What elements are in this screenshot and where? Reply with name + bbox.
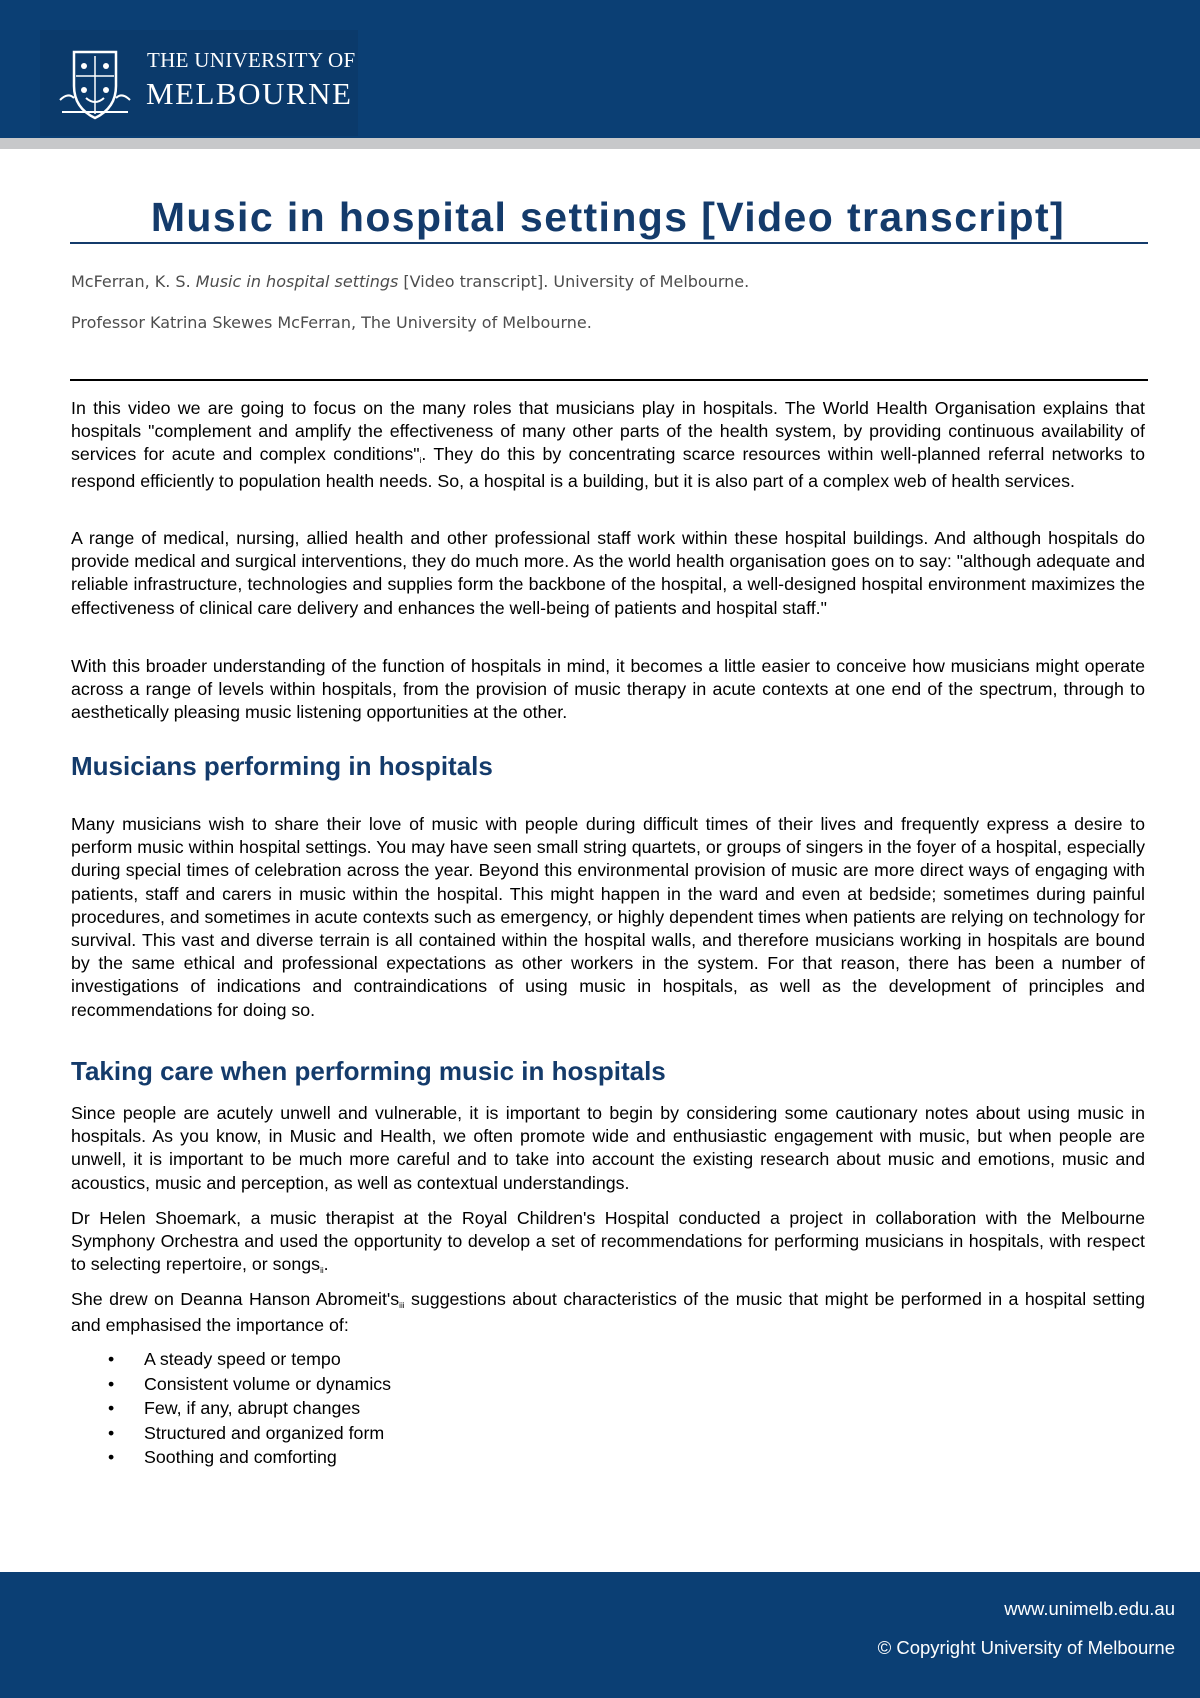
intro-p1-text: In this video we are going to focus on the many roles that musicians play in hospitals. The World Health Organisation explains that hospitals "complement and amplify the effectiveness of many other parts of the health system, by providing continuous availability of services for acute and complex conditions" (71, 398, 1145, 465)
university-crest-icon (56, 46, 134, 122)
list-item-text: Soothing and comforting (144, 1447, 337, 1468)
intro-paragraph-1 (71, 397, 1145, 493)
footer-band (0, 1572, 1200, 1698)
footnote-ref-ii[interactable]: ii (320, 1266, 324, 1276)
list-item (100, 1396, 391, 1421)
bullet-icon: • (108, 1373, 115, 1394)
footnote-ref-iii[interactable]: iii (399, 1301, 405, 1310)
list-item-text: Consistent volume or dynamics (144, 1373, 392, 1394)
intro-paragraph-2: A range of medical, nursing, allied health and other professional staff work within these hospital buildings. And although hospitals do provide medical and surgical interventions, they do much more. As the world health organisation goes on to say: "although adequate and reliable infrastructure, technologies and supplies form the backbone of the hospital, a well-designed hospital environment maximizes the effectiveness of clinical care delivery and enhances the well-being of patients and hospital staff." (71, 528, 1145, 618)
bullet-icon: • (108, 1422, 115, 1443)
list-item (100, 1372, 391, 1397)
list-item (100, 1445, 391, 1470)
bullet-icon: • (108, 1349, 115, 1369)
section2-paragraph-1: Since people are acutely unwell and vulnerable, it is important to begin by considering some cautionary notes about using music in hospitals. As you know, in Music and Health, we often promote wide and enthusiastic engagement with music, but when people are unwell, it is important to be much more careful and to take into account the existing research about music and emotions, music and acoustics, music and perception, as well as contextual understandings. (71, 1103, 1145, 1193)
section2-p2-end: . (323, 1254, 329, 1275)
section2-p2-text: Dr Helen Shoemark, a music therapist at the Royal Children's Hospital conducted a project in collaboration with the Melbourne Symphony Orchestra and used the opportunity to develop a set of recommendations for performing musicians in hospitals, with respect to selecting repertoire, or songs (71, 1208, 1145, 1275)
section-heading-taking-care: Taking care when performing music in hospitals (71, 1056, 666, 1086)
section2-p3-text: She drew on Deanna Hanson Abromeit's (71, 1289, 400, 1309)
author-line: Professor Katrina Skewes McFerran, The University of Melbourne. (71, 313, 592, 332)
list-item (100, 1347, 391, 1372)
list-item-text: Structured and organized form (144, 1422, 385, 1443)
citation (71, 272, 749, 291)
footer-website-link[interactable]: www.unimelb.edu.au (1004, 1598, 1175, 1619)
logo-line2: MELBOURNE (146, 76, 353, 111)
bullet-icon: • (108, 1398, 115, 1419)
footer-copyright: © Copyright University of Melbourne (877, 1637, 1175, 1658)
section-heading-musicians-performing: Musicians performing in hospitals (71, 751, 493, 781)
list-item-text: Few, if any, abrupt changes (144, 1398, 361, 1419)
title-rule (70, 242, 1148, 244)
citation-prefix: McFerran, K. S. (71, 272, 196, 291)
intro-paragraph-3: With this broader understanding of the function of hospitals in mind, it becomes a little easier to conceive how musicians might operate across a range of levels within hospitals, from the provision of music therapy in acute contexts at one end of the spectrum, through to aesthetically pleasing music listening opportunities at the other. (71, 656, 1145, 723)
section1-paragraph: Many musicians wish to share their love of music with people during difficult times of their lives and frequently express a desire to perform music within hospital settings. You may have seen small string quartets, or groups of singers in the foyer of a hospital, especially during special times of celebration across the year. Beyond this environmental provision of music are more direct ways of engaging with patients, staff and carers in music within the hospital. This might happen in the ward and even at bedside; sometimes during painful procedures, and sometimes in acute contexts such as emergency, or highly dependent times when patients are relying on technology for survival. This vast and diverse terrain is all contained within the hospital walls, and therefore musicians working in hospitals are bound by the same ethical and professional expectations as other workers in the system. For that reason, there has been a number of investigations of indications and contraindications of using music in hospitals, as well as the development of principles and recommendations for doing so. (71, 814, 1145, 1020)
list-item (100, 1421, 391, 1446)
citation-title: Music in hospital settings (195, 272, 399, 291)
logo-line1: THE UNIVERSITY OF (147, 48, 356, 72)
bullet-icon: • (108, 1447, 115, 1468)
music-characteristics-list (100, 1347, 391, 1470)
footnote-ref-i[interactable]: i (419, 456, 422, 466)
header-rule (0, 138, 1200, 149)
list-item-text: A steady speed or tempo (144, 1349, 341, 1369)
section2-paragraph-3 (71, 1288, 1145, 1337)
body-rule (70, 379, 1148, 381)
citation-suffix: [Video transcript]. University of Melbourne. (398, 272, 750, 291)
section2-paragraph-2 (71, 1207, 1145, 1280)
university-logo[interactable] (40, 30, 358, 136)
document-title: Music in hospital settings [Video transcript] (150, 194, 1066, 240)
intro-p1-rest: . They do this by concentrating scarce resources within well-planned referral networks to respond efficiently to population health needs. So, a hospital is a building, but it is also part of a complex web of health services. (71, 444, 1145, 491)
section2-p3-rest: suggestions about characteristics of the music that might be performed in a hospital setting and emphasised the importance of: (71, 1289, 1145, 1336)
